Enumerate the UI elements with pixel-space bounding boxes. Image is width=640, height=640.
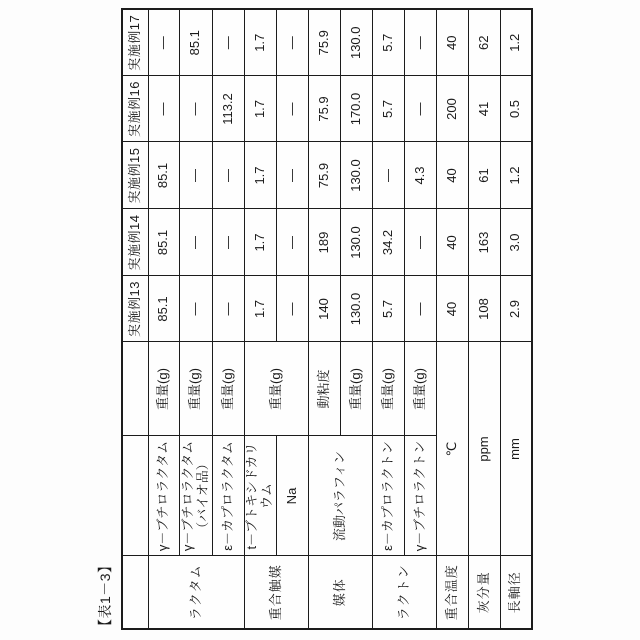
table-title: 【表1－3】 [97, 558, 113, 633]
row-label-potassium-t-butoxide: t－ブトキシドカリウム [244, 436, 276, 556]
unit-cell: 重量(g) [372, 342, 404, 436]
unit-cell-celsius: ℃ [436, 342, 468, 556]
value-cell: 1.2 [500, 9, 532, 76]
value-cell: — [179, 76, 212, 142]
value-cell: — [276, 276, 308, 342]
row-group-lactam: ラクタム [148, 556, 244, 629]
value-cell: — [148, 76, 179, 142]
table-row [468, 9, 500, 629]
value-cell: — [179, 142, 212, 209]
row-label-liquid-paraffin: 流動パラフィン [308, 436, 372, 556]
table-row [404, 9, 436, 629]
row-label-epsilon-caprolactone: ε－カプロラクトン [372, 436, 404, 556]
value-cell: 75.9 [308, 76, 340, 142]
table-row [372, 9, 404, 629]
table-row [244, 9, 276, 629]
value-cell: — [276, 76, 308, 142]
table-row [436, 9, 468, 629]
row-group-ash-content: 灰分量 [468, 556, 500, 629]
value-cell: — [212, 276, 244, 342]
value-cell: — [179, 276, 212, 342]
value-cell: 34.2 [372, 209, 404, 276]
value-cell: 2.9 [500, 276, 532, 342]
value-cell: 200 [436, 76, 468, 142]
value-cell: 40 [436, 209, 468, 276]
value-cell: 85.1 [148, 209, 179, 276]
value-cell: — [372, 142, 404, 209]
value-cell: — [404, 76, 436, 142]
value-cell: 75.9 [308, 142, 340, 209]
row-group-medium: 媒体 [308, 556, 372, 629]
patent-data-table [121, 8, 533, 630]
table-row [179, 9, 212, 629]
value-cell: 1.7 [244, 76, 276, 142]
unit-cell-mm: mm [500, 342, 532, 556]
value-cell: 140 [308, 276, 340, 342]
value-cell: 3.0 [500, 209, 532, 276]
value-cell: — [212, 142, 244, 209]
column-header-example14: 実施例14 [122, 209, 148, 276]
unit-cell: 重量(g) [212, 342, 244, 436]
unit-cell: 重量(g) [148, 342, 179, 436]
value-cell: 5.7 [372, 76, 404, 142]
value-cell: 85.1 [179, 9, 212, 76]
value-cell: 1.7 [244, 142, 276, 209]
value-cell: 130.0 [340, 142, 372, 209]
value-cell: 163 [468, 209, 500, 276]
value-cell: — [212, 9, 244, 76]
value-cell: 170.0 [340, 76, 372, 142]
row-group-lactone: ラクトン [372, 556, 436, 629]
value-cell: 130.0 [340, 276, 372, 342]
unit-cell: 重量(g) [340, 342, 372, 436]
value-cell: 5.7 [372, 9, 404, 76]
row-label-gamma-butyrolactam-bio: γ－ブチロラクタム（バイオ品） [179, 436, 212, 556]
value-cell: 40 [436, 276, 468, 342]
row-group-polymerization-temperature: 重合温度 [436, 556, 468, 629]
table-row [276, 9, 308, 629]
table-row [500, 9, 532, 629]
value-cell: 62 [468, 9, 500, 76]
row-label-epsilon-caprolactam: ε－カプロラクタム [212, 436, 244, 556]
value-cell: — [276, 9, 308, 76]
corner-cell-group [122, 556, 148, 629]
value-cell: 1.7 [244, 276, 276, 342]
value-cell: 108 [468, 276, 500, 342]
row-group-major-axis-diameter: 長軸径 [500, 556, 532, 629]
value-cell: 130.0 [340, 209, 372, 276]
column-header-example17: 実施例17 [122, 9, 148, 76]
unit-cell: 重量(g) [179, 342, 212, 436]
value-cell: 1.2 [500, 142, 532, 209]
value-cell: — [148, 9, 179, 76]
unit-cell: 重量(g) [244, 342, 308, 436]
value-cell: 113.2 [212, 76, 244, 142]
value-cell: — [212, 209, 244, 276]
value-cell: — [179, 209, 212, 276]
value-cell: 41 [468, 76, 500, 142]
value-cell: 130.0 [340, 9, 372, 76]
table-row [148, 9, 179, 629]
value-cell: 0.5 [500, 76, 532, 142]
value-cell: — [404, 209, 436, 276]
column-header-example13: 実施例13 [122, 276, 148, 342]
value-cell: — [276, 142, 308, 209]
value-cell: 75.9 [308, 9, 340, 76]
row-group-polymerization-catalyst: 重合触媒 [244, 556, 308, 629]
value-cell: — [404, 276, 436, 342]
table-row [308, 9, 340, 629]
column-header-example15: 実施例15 [122, 142, 148, 209]
value-cell: — [276, 209, 308, 276]
value-cell: 4.3 [404, 142, 436, 209]
header-row [122, 9, 148, 629]
unit-cell: 動粘度 [308, 342, 340, 436]
corner-cell-item [122, 436, 148, 556]
value-cell: 40 [436, 142, 468, 209]
value-cell: 85.1 [148, 276, 179, 342]
value-cell: 40 [436, 9, 468, 76]
value-cell: — [404, 9, 436, 76]
value-cell: 61 [468, 142, 500, 209]
value-cell: 1.7 [244, 9, 276, 76]
column-header-example16: 実施例16 [122, 76, 148, 142]
unit-cell: 重量(g) [404, 342, 436, 436]
table-row [212, 9, 244, 629]
value-cell: 1.7 [244, 209, 276, 276]
row-label-gamma-butyrolactam: γ－ブチロラクタム [148, 436, 179, 556]
corner-cell-unit [122, 342, 148, 436]
rotated-table-area [97, 10, 531, 633]
unit-cell-ppm: ppm [468, 342, 500, 556]
value-cell: 85.1 [148, 142, 179, 209]
row-label-na: Na [276, 436, 308, 556]
row-label-gamma-butyrolactone: γ－ブチロラクトン [404, 436, 436, 556]
value-cell: 189 [308, 209, 340, 276]
value-cell: 5.7 [372, 276, 404, 342]
